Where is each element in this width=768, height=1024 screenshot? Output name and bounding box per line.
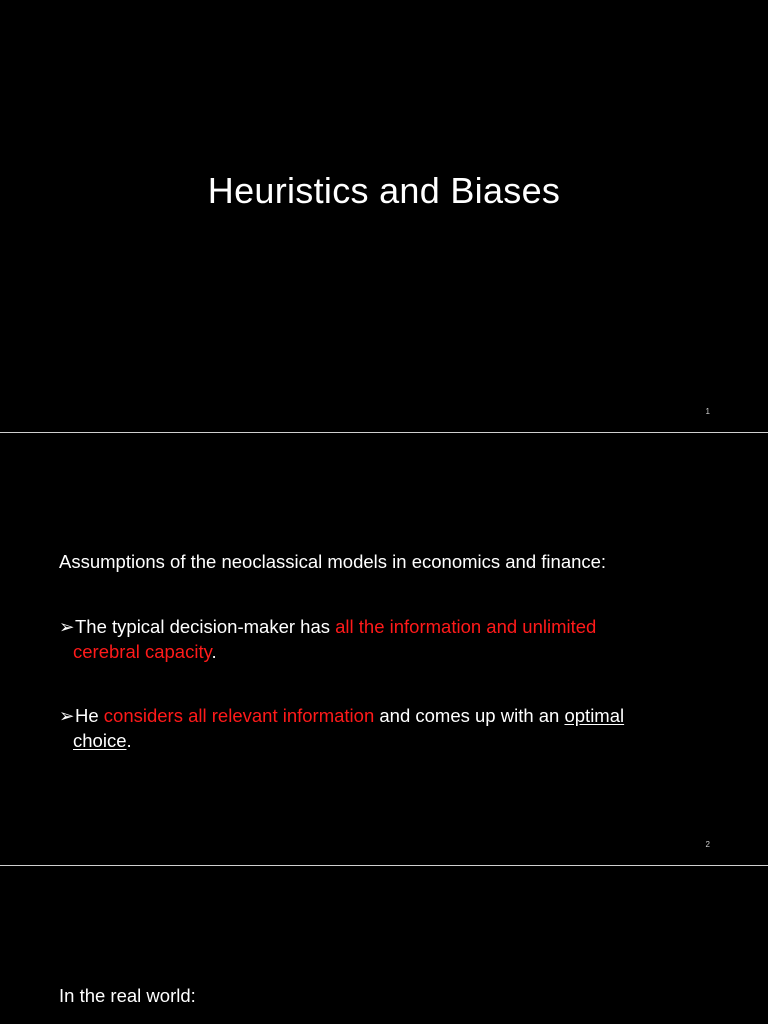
intro-text: Assumptions of the neoclassical models in economics and finance: <box>59 551 607 572</box>
bullet-item-1 <box>59 614 709 664</box>
slide-2 <box>0 433 768 865</box>
slide-3 <box>0 866 768 1024</box>
arrow-bullet-icon: ➢ <box>59 616 75 637</box>
slide-1 <box>0 0 768 432</box>
bullet-text: He <box>75 705 104 726</box>
slide-number: 1 <box>705 407 710 416</box>
bullet-text: . <box>211 641 217 662</box>
bullet-text: . <box>126 730 132 751</box>
highlighted-text: all the information and unlimited <box>335 616 597 637</box>
bullet-text: and comes up with an <box>374 705 565 726</box>
slide-number: 2 <box>705 840 710 849</box>
highlighted-text: considers all relevant information <box>103 705 375 726</box>
slide-title: Heuristics and Biases <box>207 170 561 211</box>
bullet-item-2 <box>59 703 709 753</box>
slide-text: In the real world: <box>59 985 196 1006</box>
bullet-text: The typical decision-maker has <box>75 616 336 637</box>
arrow-bullet-icon: ➢ <box>59 705 75 726</box>
highlighted-text: cerebral capacity <box>73 641 212 662</box>
underlined-text: choice <box>73 730 127 751</box>
underlined-text: optimal <box>564 705 625 726</box>
